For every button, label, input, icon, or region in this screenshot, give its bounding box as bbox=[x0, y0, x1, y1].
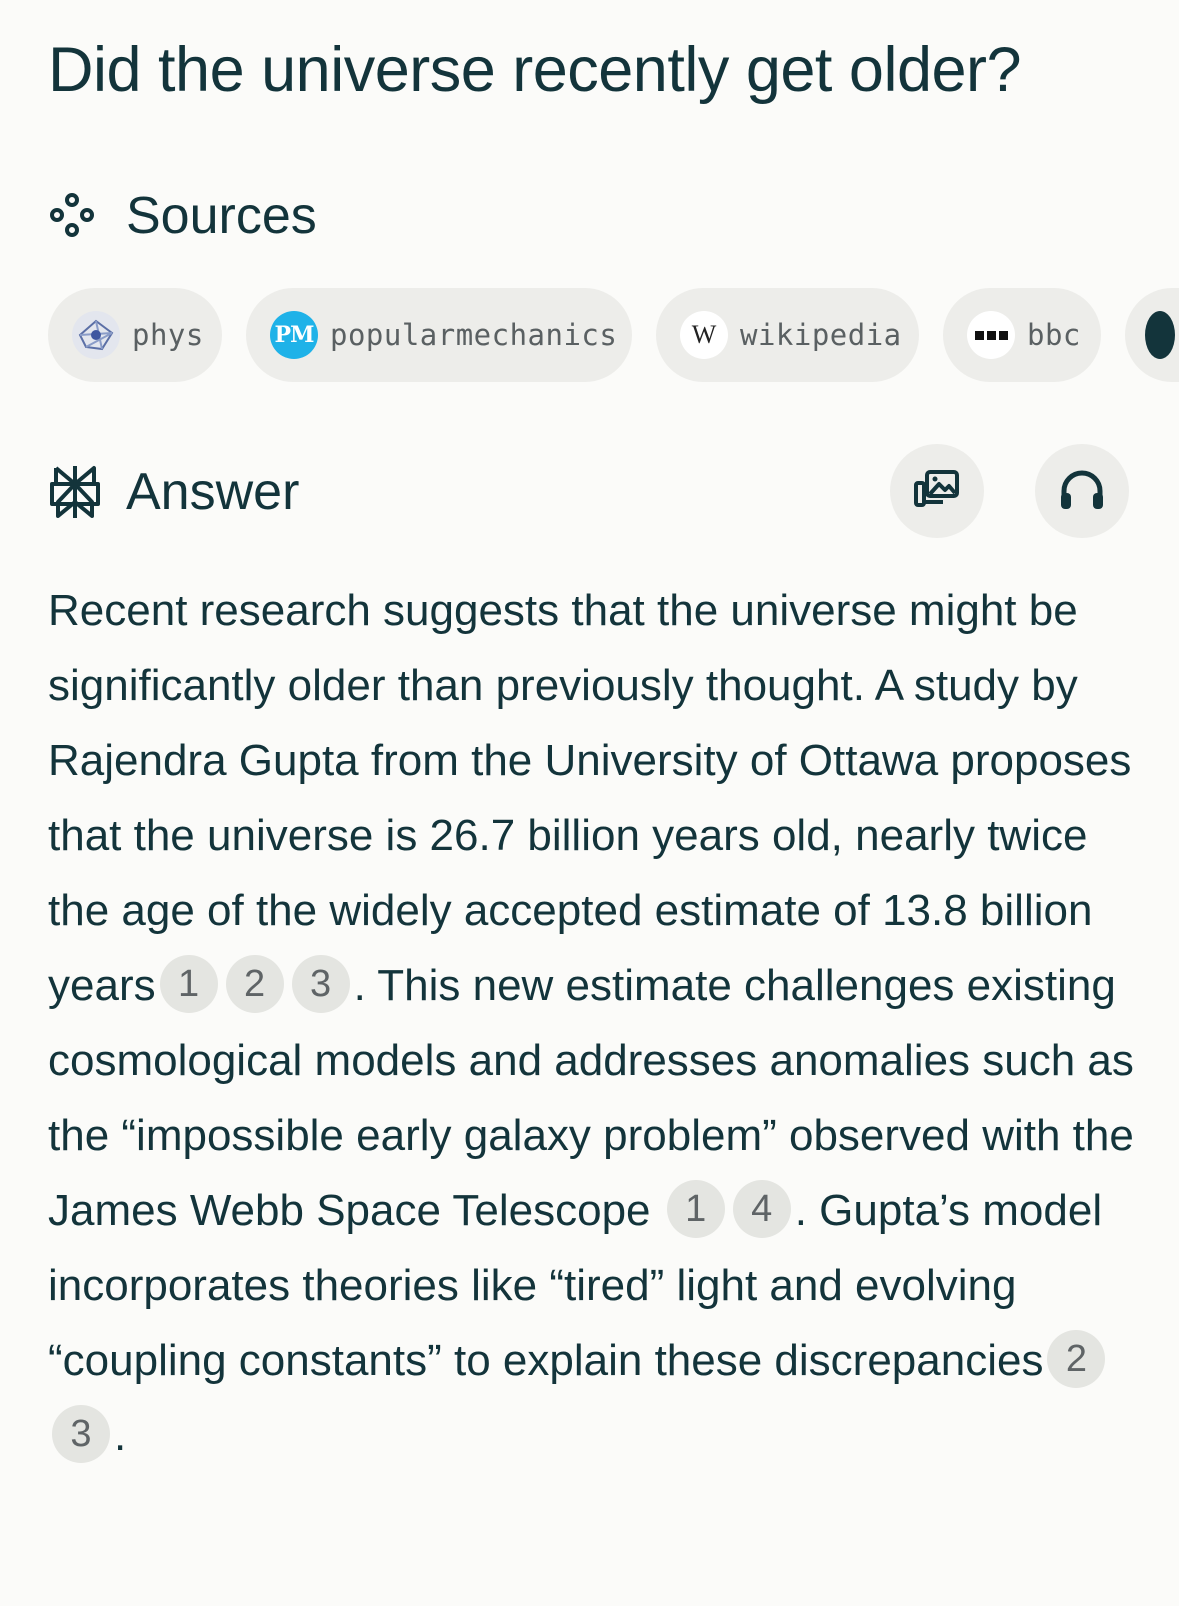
sources-header bbox=[48, 186, 317, 246]
phys-logo bbox=[72, 311, 120, 359]
answer-title: Answer bbox=[126, 463, 300, 521]
answer-header bbox=[48, 462, 300, 522]
answer-text-segment: . bbox=[114, 1411, 127, 1460]
images-button[interactable] bbox=[890, 444, 984, 538]
source-chip-phys[interactable] bbox=[48, 288, 222, 382]
sources-title: Sources bbox=[126, 187, 317, 245]
citation-badge[interactable]: 3 bbox=[292, 955, 350, 1013]
question-title: Did the universe recently get older? bbox=[48, 35, 1022, 105]
answer-text-segment: Recent research suggests that the universe might be significantly older than previously thought. A study by Rajendra Gupta from the University of Ottawa proposes that the universe is 26.7 billion years old, nearly twice the age of the widely accepted estimate of 13.8 billion years bbox=[48, 586, 1132, 1010]
source-chip-label: phys bbox=[132, 318, 204, 352]
source-logo-partial bbox=[1145, 311, 1175, 359]
source-chip-popularmechanics[interactable] bbox=[246, 288, 632, 382]
source-chip-label: bbc bbox=[1027, 318, 1081, 352]
sources-list bbox=[48, 288, 1179, 384]
perplexity-icon bbox=[48, 464, 104, 520]
sources-icon bbox=[48, 188, 104, 244]
images-icon bbox=[913, 469, 961, 514]
citation-badge[interactable]: 3 bbox=[52, 1405, 110, 1463]
source-chip-more[interactable] bbox=[1125, 288, 1179, 382]
citation-badge[interactable]: 2 bbox=[226, 955, 284, 1013]
citation-badge[interactable]: 2 bbox=[1047, 1330, 1105, 1388]
listen-button[interactable] bbox=[1035, 444, 1129, 538]
source-chip-bbc[interactable] bbox=[943, 288, 1101, 382]
citation-badge[interactable]: 1 bbox=[667, 1180, 725, 1238]
source-chip-label: wikipedia bbox=[740, 318, 902, 352]
answer-text-segment: . Gupta’s model incorporates theories like “tired” light and evolving “coupling constants” to explain these discrepancies bbox=[48, 1186, 1103, 1385]
answer-body bbox=[48, 573, 1148, 1473]
source-chip-wikipedia[interactable] bbox=[656, 288, 919, 382]
wikipedia-logo: W bbox=[680, 311, 728, 359]
bbc-logo bbox=[967, 311, 1015, 359]
source-chip-label: popularmechanics bbox=[330, 318, 618, 352]
citation-badge[interactable]: 1 bbox=[160, 955, 218, 1013]
popularmechanics-logo: PM bbox=[270, 311, 318, 359]
headphones-icon bbox=[1058, 467, 1106, 516]
citation-badge[interactable]: 4 bbox=[733, 1180, 791, 1238]
answer-text-segment: . This new estimate challenges existing cosmological models and addresses anomalies such as the “impossible early galaxy problem” observed with the James Webb Space Telescope bbox=[48, 961, 1134, 1235]
